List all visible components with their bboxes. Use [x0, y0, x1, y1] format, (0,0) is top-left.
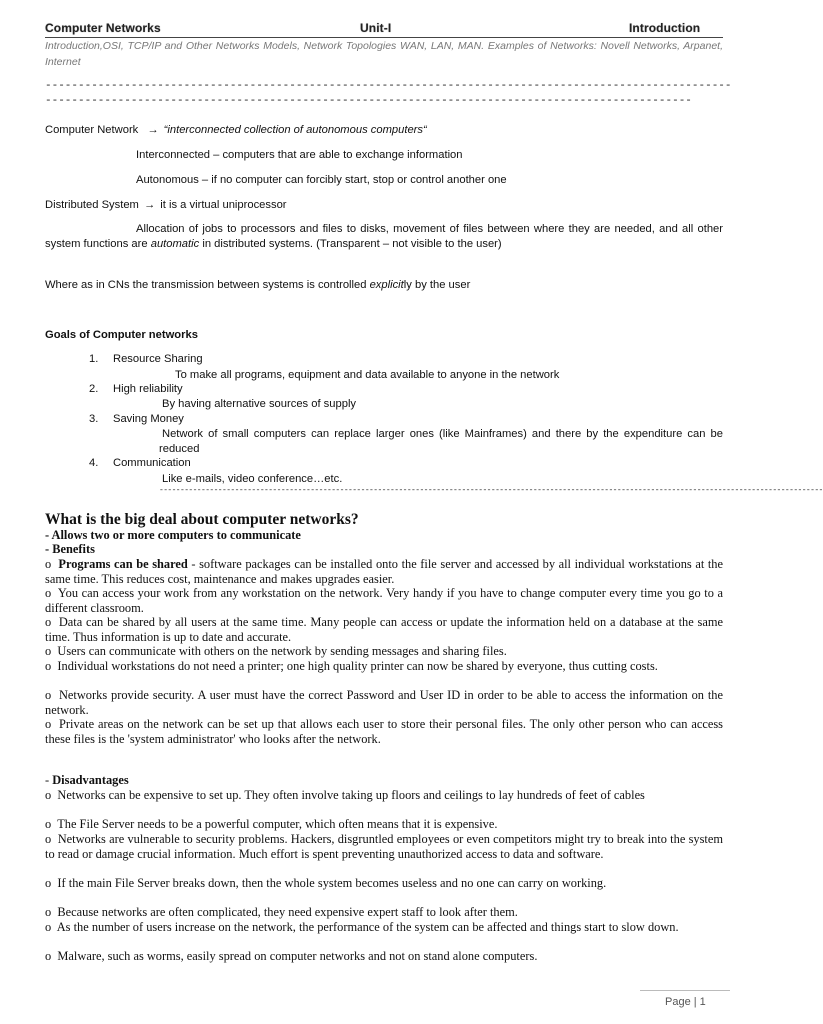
- goal-number: 1.: [89, 353, 99, 365]
- benefit-item: [45, 717, 723, 746]
- bullet-icon: o: [45, 557, 52, 571]
- autonomous-def: Autonomous – if no computer can forcibly start, stop or control another one: [136, 174, 507, 186]
- goal-title: Communication: [113, 457, 191, 469]
- benefit-item: [45, 659, 723, 674]
- disadvantage-item: [45, 817, 723, 832]
- bullet-icon: o: [45, 615, 52, 629]
- disadvantage-text: If the main File Server breaks down, then the whole system becomes useless and no one can carry on working.: [57, 876, 607, 890]
- cn-def: “interconnected collection of autonomous computers“: [163, 124, 427, 136]
- goal-title: Saving Money: [113, 413, 184, 425]
- benefit-text: Data can be shared by all users at the same time. Many people can access or update the information held on a database at the same time. Thus information is up to date and accurate.: [45, 615, 723, 644]
- ds-term: Distributed System: [45, 199, 139, 211]
- allocation-text-end: in distributed systems. (Transparent – not visible to the user): [202, 238, 502, 250]
- disadvantage-item: [45, 949, 723, 964]
- goals-title: Goals of Computer networks: [45, 329, 198, 341]
- benefit-item: [45, 688, 723, 717]
- goal-title: Resource Sharing: [113, 353, 203, 365]
- disadvantage-item: [45, 876, 723, 891]
- disadvantage-text: Because networks are often complicated, they need expensive expert staff to look after them.: [57, 905, 518, 919]
- arrow-icon: →: [144, 199, 156, 211]
- ds-definition: [45, 198, 287, 213]
- section-heading: What is the big deal about computer networks?: [45, 511, 359, 528]
- bullet-icon: o: [45, 659, 52, 673]
- cn-term: Computer Network: [45, 124, 139, 136]
- interconnected-def: Interconnected – computers that are able to exchange information: [136, 149, 463, 161]
- ds-def: it is a virtual uniprocessor: [160, 199, 287, 211]
- disadvantage-text: Networks can be expensive to set up. They often involve taking up floors and ceilings to lay hundreds of feet of cables: [57, 788, 645, 802]
- benefit-text: Individual workstations do not need a printer; one high quality printer can now be shared by everyone, thus cutting costs.: [57, 659, 658, 673]
- where-text: Where as in CNs the transmission between systems is controlled: [45, 279, 367, 291]
- bullet-icon: o: [45, 817, 52, 831]
- goal-title: High reliability: [113, 383, 183, 395]
- allocation-emphasis: automatic: [150, 238, 200, 250]
- bullet-icon: o: [45, 876, 52, 890]
- benefit-item: [45, 557, 723, 586]
- goal-desc: By having alternative sources of supply: [162, 398, 357, 410]
- goal-desc: Network of small computers can replace larger ones (like Mainframes) and there by the expenditure can be reduced: [159, 428, 723, 455]
- bullet-icon: o: [45, 688, 52, 702]
- arrow-icon: →: [147, 124, 159, 136]
- benefits-label: - Benefits: [45, 542, 95, 556]
- dashed-separator: --------------------------------------------------------------------------------------------------: [45, 95, 692, 107]
- where-emphasis: explicit: [369, 279, 404, 291]
- bullet-icon: o: [45, 586, 52, 600]
- header-unit: Unit-I: [360, 21, 392, 35]
- page-number: Page | 1: [665, 996, 706, 1008]
- benefit-text: Users can communicate with others on the network by sending messages and sharing files.: [57, 644, 507, 658]
- benefit-item: [45, 644, 723, 659]
- header-subtitle: Introduction,OSI, TCP/IP and Other Networks Models, Network Topologies WAN, LAN, MAN. Examples of Networks: Novell Networks, Arpanet, Internet: [45, 40, 723, 68]
- disadvantage-text: Networks are vulnerable to security problems. Hackers, disgruntled employees or even competitors might try to break into the system to read or damage crucial information. Much effort is spent preventing unauthorized access to data and software.: [45, 832, 723, 861]
- disadvantage-item: [45, 905, 723, 920]
- disadvantages-label: [45, 773, 129, 788]
- disadvantage-item: [45, 832, 723, 861]
- goal-number: 4.: [89, 457, 99, 469]
- bullet-icon: o: [45, 644, 52, 658]
- allocation-paragraph: [45, 222, 723, 252]
- bullet-icon: o: [45, 788, 52, 802]
- cn-explicit-paragraph: [45, 278, 470, 293]
- disadvantage-text: The File Server needs to be a powerful computer, which often means that it is expensive.: [57, 817, 498, 831]
- benefit-item: [45, 615, 723, 644]
- goal-desc: Like e-mails, video conference…etc.: [162, 473, 343, 485]
- benefit-bold: Programs can be shared: [58, 557, 188, 571]
- cn-definition: [45, 123, 725, 138]
- goal-desc: To make all programs, equipment and data available to anyone in the network: [175, 369, 560, 381]
- footer-rule: [640, 990, 730, 991]
- disadvantage-text: As the number of users increase on the network, the performance of the system can be affected and things start to slow down.: [56, 920, 679, 934]
- disadvantages-dash: -: [45, 773, 53, 787]
- disadvantage-item: [45, 788, 723, 803]
- allocation-text: Allocation of jobs to processors and files to disks, movement of files between where they are needed, and all other system functions are: [45, 223, 723, 250]
- disadvantage-text: Malware, such as worms, easily spread on computer networks and not on stand alone computers.: [57, 949, 538, 963]
- dashed-separator: --------------------------------------------------------------------------------------------------------: [45, 80, 732, 92]
- disadvantages-title: Disadvantages: [52, 773, 129, 787]
- benefit-text: - software packages can be installed onto the file server and accessed by all individual workstations at the same time. This reduces cost, maintenance and makes upgrades easier.: [45, 557, 724, 586]
- goal-number: 3.: [89, 413, 99, 425]
- benefit-text: Private areas on the network can be set up that allows each user to store their personal files. The only other person who can access these files is the 'system administrator' who looks after the network.: [45, 717, 723, 746]
- benefit-text: You can access your work from any workstation on the network. Very handy if you have to change computer every time you go to a different classroom.: [45, 586, 723, 615]
- bullet-icon: o: [45, 949, 52, 963]
- disadvantage-item: [45, 920, 723, 935]
- allows-line: - Allows two or more computers to communicate: [45, 528, 301, 542]
- header-section: Introduction: [629, 21, 701, 35]
- bullet-icon: o: [45, 832, 52, 846]
- dashed-separator: --------------------------------------------------------------------------------------------------------------------------------------------------------------: [159, 486, 823, 495]
- bullet-icon: o: [45, 905, 52, 919]
- benefit-item: [45, 586, 723, 615]
- header-course-title: Computer Networks: [45, 21, 161, 35]
- goal-number: 2.: [89, 383, 99, 395]
- where-text-end: ly by the user: [403, 279, 471, 291]
- bullet-icon: o: [45, 920, 52, 934]
- benefit-text: Networks provide security. A user must have the correct Password and User ID in order to be able to access the information on the network.: [45, 688, 724, 717]
- bullet-icon: o: [45, 717, 52, 731]
